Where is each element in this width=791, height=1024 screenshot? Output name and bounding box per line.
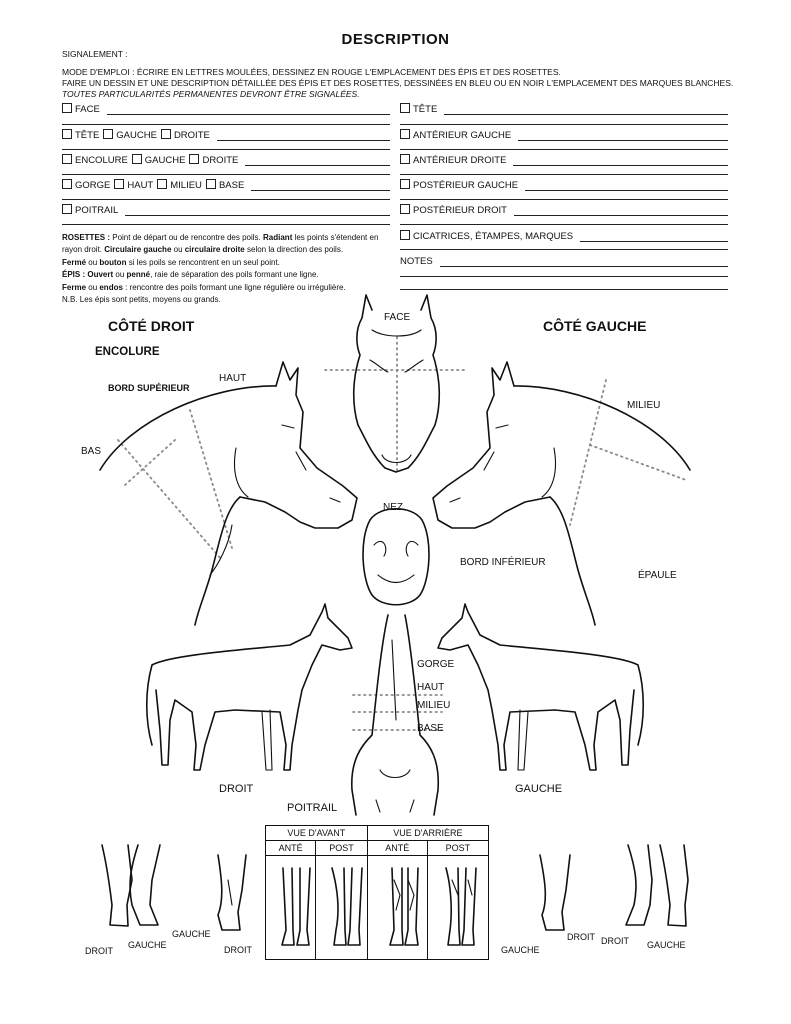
instructions-line-2: FAIRE UN DESSIN ET UNE DESCRIPTION DÉTAILLÉE DES ÉPIS ET DES ROSETTES, DESSINÉES EN BLEU OU EN NOIR L'EMPLACEMENT DES MARQUES BLANCHES. [62, 78, 734, 88]
label-cote-gauche: CÔTÉ GAUCHE [543, 318, 647, 334]
field-posterieur-droit[interactable]: POSTÉRIEUR DROIT [400, 202, 728, 216]
throat-chest-drawing [352, 615, 438, 815]
field-notes[interactable]: NOTES [400, 253, 728, 267]
field-tete[interactable]: TÊTE GAUCHE DROITE [62, 127, 390, 141]
leg-label: DROIT [567, 932, 595, 942]
field-anterieur-droite[interactable]: ANTÉRIEUR DROITE [400, 152, 728, 166]
field-gorge[interactable]: GORGE HAUT MILIEU BASE [62, 177, 390, 191]
field-anterieur-gauche[interactable]: ANTÉRIEUR GAUCHE [400, 127, 728, 141]
label-bas: BAS [81, 446, 102, 457]
instructions-line-3: TOUTES PARTICULARITÉS PERMANENTES DEVRONT ÊTRE SIGNALÉES. [62, 89, 360, 99]
field-poitrail[interactable]: POITRAIL [62, 202, 390, 216]
view-cell[interactable] [316, 856, 367, 960]
field-posterieur-gauche[interactable]: POSTÉRIEUR GAUCHE [400, 177, 728, 191]
header-ante: ANTÉ [367, 841, 427, 856]
view-cell[interactable] [427, 856, 488, 960]
header-vue-arriere: VUE D'ARRIÈRE [367, 826, 488, 841]
guide-lines [118, 337, 686, 730]
field-encolure[interactable]: ENCOLURE GAUCHE DROITE [62, 152, 390, 166]
field-tete-right[interactable]: TÊTE [400, 101, 728, 115]
right-legs-drawing [540, 845, 688, 930]
label-face: FACE [384, 312, 411, 323]
label-milieu-throat: MILIEU [417, 700, 451, 711]
field-face[interactable]: FACE [62, 101, 390, 115]
page-title: DESCRIPTION [341, 31, 450, 48]
leg-label: GAUCHE [172, 929, 211, 939]
legend: ROSETTES : Point de départ ou de rencontre des poils. Radiant les points s'étendent en rayon droit. Circulaire gauche ou circulaire droite selon la direction des poils. Fermé ou bouton si les poils se rencontrent en un seul point. ÉPIS : Ouvert ou penné, raie de séparation des poils formant une ligne. Ferme ou endos : rencontre des poils formant une ligne régulière ou irrégulière. N.B. Les épis sont petits, moyens ou grands. [62, 233, 379, 305]
leg-label: DROIT [224, 945, 252, 955]
view-cell[interactable] [367, 856, 427, 960]
label-bord-inferieur: BORD INFÉRIEUR [460, 557, 546, 568]
left-legs-drawing [102, 845, 246, 930]
label-encolure: ENCOLURE [95, 346, 160, 358]
instructions-line-1: MODE D'EMPLOI : ÉCRIRE EN LETTRES MOULÉES, DESSINEZ EN ROUGE L'EMPLACEMENT DES ÉPIS ET DES ROSETTES. [62, 67, 561, 77]
label-droit: DROIT [219, 783, 254, 795]
leg-label: DROIT [601, 936, 629, 946]
left-head-drawing [100, 362, 357, 625]
leg-label: GAUCHE [128, 940, 167, 950]
label-milieu-neck: MILIEU [627, 400, 661, 411]
views-table [265, 825, 489, 960]
header-vue-avant: VUE D'AVANT [266, 826, 368, 841]
header-post: POST [316, 841, 367, 856]
field-cicatrices[interactable]: CICATRICES, ÉTAMPES, MARQUES [400, 228, 728, 242]
label-gauche: GAUCHE [515, 783, 563, 795]
label-gorge: GORGE [417, 659, 455, 670]
label-nez: NEZ [383, 502, 403, 513]
label-poitrail: POITRAIL [287, 802, 338, 814]
header-post: POST [427, 841, 488, 856]
signalement-label: SIGNALEMENT : [62, 49, 128, 59]
label-cote-droit: CÔTÉ DROIT [108, 318, 195, 334]
right-horse-drawing [438, 604, 643, 770]
leg-label: GAUCHE [501, 945, 540, 955]
leg-label: DROIT [85, 946, 113, 956]
label-epaule: ÉPAULE [638, 570, 677, 581]
header-ante: ANTÉ [266, 841, 316, 856]
view-cell[interactable] [266, 856, 316, 960]
label-bord-superieur: BORD SUPÉRIEUR [108, 383, 190, 393]
label-base: BASE [417, 723, 444, 734]
nose-drawing [363, 509, 429, 605]
label-haut-throat: HAUT [417, 682, 445, 693]
label-haut-neck: HAUT [219, 373, 247, 384]
left-horse-drawing [147, 604, 352, 770]
leg-label: GAUCHE [647, 940, 686, 950]
